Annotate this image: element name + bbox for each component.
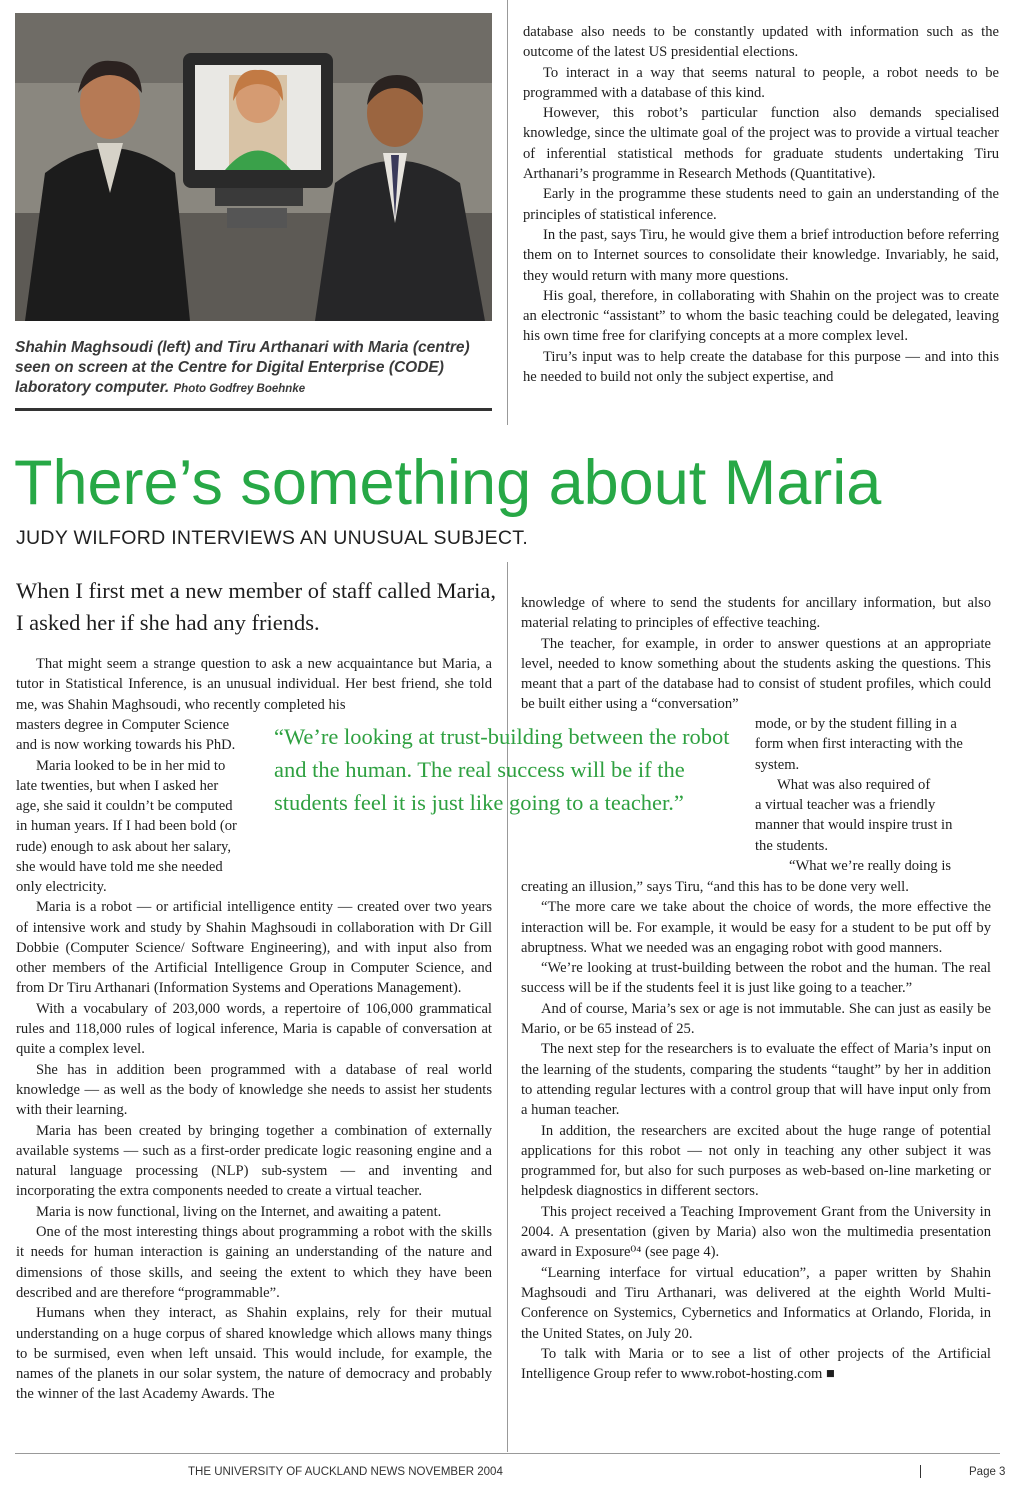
wrap-line: “What we’re really doing is bbox=[789, 858, 952, 875]
wrap-line: rude) enough to ask about her salary, bbox=[16, 838, 232, 855]
paragraph: Early in the programme these students need to gain an understanding of the principles of statistical inference. bbox=[523, 186, 999, 223]
caption-rule bbox=[15, 408, 492, 411]
wrap-line: age, she said it couldn’t be computed bbox=[16, 798, 233, 815]
photo-credit: Photo Godfrey Boehnke bbox=[173, 383, 306, 395]
wrap-line: masters degree in Computer Science bbox=[16, 717, 230, 733]
wrap-line: late twenties, but when I asked her bbox=[16, 777, 219, 794]
paragraph: She has in addition been programmed with a database of real world knowledge — as well as the body of knowledge she needs to assist her students with their learning. bbox=[16, 1061, 492, 1119]
photo-caption bbox=[15, 338, 495, 399]
wrap-line: mode, or by the student filling in a bbox=[755, 716, 957, 732]
paragraph: This project received a Teaching Improvement Grant from the University in 2004. A presentation (given by Maria) also won the multimedia presentation award in Exposure⁰⁴ (see page 4). bbox=[521, 1203, 991, 1261]
kicker: JUDY WILFORD INTERVIEWS AN UNUSUAL SUBJECT. bbox=[16, 527, 529, 549]
paragraph: only electricity. bbox=[16, 879, 107, 895]
paragraph: To interact in a way that seems natural to people, a robot needs to be programmed with a database of this kind. bbox=[523, 64, 999, 101]
footer-page-number: Page 3 bbox=[969, 1466, 1006, 1478]
headline: There’s something about Maria bbox=[14, 448, 882, 518]
right-intro bbox=[521, 593, 991, 715]
paragraph: And of course, Maria’s sex or age is not immutable. She can just as easily be Mario, or be 65 instead of 25. bbox=[521, 1000, 991, 1038]
caption-text: Shahin Maghsoudi (left) and Tiru Arthanari with Maria (centre) seen on screen at the Centre for Digital Enterprise (CODE) laboratory computer. bbox=[15, 339, 470, 396]
paragraph: With a vocabulary of 203,000 words, a repertoire of 106,000 grammatical rules and 118,000 rules of logical inference, Maria is capable of conversation at quite a complex level. bbox=[16, 1000, 492, 1058]
wrap-line: she would have told me she needed bbox=[16, 859, 223, 876]
paragraph: The next step for the researchers is to evaluate the effect of Maria’s input on the learning of the students, comparing the students “taught” by her in addition to attending regular lectures with a control group that will have input only from a human teacher. bbox=[521, 1041, 991, 1119]
right-column-body bbox=[521, 877, 991, 1384]
left-intro-text: That might seem a strange question to ask a new acquaintance but Maria, a tutor in Statistical Inference, is an unusual individual. Her best friend, she told me, was Shahin Maghsoudi, who recently completed his bbox=[16, 656, 492, 713]
left-wrap-text bbox=[16, 715, 271, 877]
left-column-body bbox=[16, 877, 492, 1405]
paragraph: Maria is a robot — or artificial intelligence entity — created over two years of intensive work and study by Shahin Maghsoudi in collaboration with Dr Gill Dobbie (Computer Science/ Software Engineering), and with input also from other members of the Artificial Intelligence Group in Computer Science, and from Dr Tiru Arthanari (Information Systems and Operations Management). bbox=[16, 899, 492, 997]
paragraph: In the past, says Tiru, he would give them a brief introduction before referring them on to Internet sources to consolidate their knowledge. Invariably, he said, they would return with many more questions. bbox=[523, 226, 999, 284]
paragraph: In addition, the researchers are excited about the huge range of potential applications for this robot — not only in teaching any other subject it was programmed for, but also for such purposes as web-based on-line marketing or helpdesk diagnostics in different sectors. bbox=[521, 1122, 991, 1200]
right-intro-text: knowledge of where to send the students for ancillary information, but also material relating to principles of effective teaching. bbox=[521, 595, 991, 632]
paragraph: Maria has been created by bringing together a combination of externally available systems — such as a first-order predicate logic reasoning engine and a natural language processing (NLP) sub-system — and inventing and incorporating the extra components needed to create a virtual teacher. bbox=[16, 1122, 492, 1200]
lead-sentence: When I first met a new member of staff called Maria, I asked her if she had any friends. bbox=[16, 578, 497, 635]
paragraph: His goal, therefore, in collaborating with Shahin on the project was to create an electronic “assistant” to whom the basic teaching could be delegated, leaving his own time free for clarifying concepts at a more complex level. bbox=[523, 287, 999, 345]
article-photo bbox=[15, 13, 492, 321]
wrap-line: What was also required of bbox=[777, 776, 931, 793]
wrap-line: Maria looked to be in her mid to bbox=[36, 757, 226, 774]
pull-quote: “We’re looking at trust-building between the robot and the human. The real success will be if the students feel it is just like going to a teacher.” bbox=[274, 724, 730, 815]
paragraph: Humans when they interact, as Shahin explains, rely for their mutual understanding on a huge corpus of shared knowledge which allows many things to be surmised, even when left unsaid. This would include, for example, the names of the planets in our solar system, the nature of democracy and probably the winner of the last Academy Awards. The bbox=[16, 1305, 492, 1403]
column-divider-top bbox=[507, 0, 508, 425]
right-intro-text-2: The teacher, for example, in order to answer questions at an appropriate level, needed to know something about the students asking the questions. This meant that a part of the database had to consist of student profiles, which could be built either using a “conversation” bbox=[521, 635, 991, 713]
footer-separator bbox=[920, 1465, 921, 1478]
wrap-line: in human years. If I had been bold (or bbox=[16, 818, 237, 835]
wrap-line: and is now working towards his PhD. bbox=[16, 737, 236, 754]
paragraph: “We’re looking at trust-building between the robot and the human. The real success will be if the students feel it is just like going to a teacher.” bbox=[521, 960, 991, 997]
paragraph: creating an illusion,” says Tiru, “and this has to be done very well. bbox=[521, 879, 909, 895]
wrap-line: system. bbox=[755, 756, 800, 773]
wrap-line: manner that would inspire trust in bbox=[755, 817, 953, 834]
paragraph: One of the most interesting things about programming a robot with the skills it needs for human interaction is gaining an understanding of the nature and dimensions of those skills, and seeing the extent to which they have been described and are therefore “programmable”. bbox=[16, 1224, 492, 1301]
bottom-rule bbox=[15, 1453, 1000, 1454]
column-divider-bottom bbox=[507, 562, 508, 1452]
right-wrap-text bbox=[755, 714, 995, 876]
footer-publication: THE UNIVERSITY OF AUCKLAND NEWS NOVEMBER 2004 bbox=[188, 1466, 503, 1478]
paragraph: database also needs to be constantly updated with information such as the outcome of the latest US presidential elections. bbox=[523, 24, 999, 61]
paragraph: Maria is now functional, living on the Internet, and awaiting a patent. bbox=[36, 1203, 442, 1220]
wrap-line: the students. bbox=[755, 837, 828, 854]
wrap-line: form when first interacting with the bbox=[755, 736, 963, 753]
paragraph: “Learning interface for virtual education”, a paper written by Shahin Maghsoudi and Tiru Arthanari, was delivered at the eighth World Multi-Conference on Systemics, Cybernetics and Informatics at Orlando, Florida, in the United States, on July 20. bbox=[521, 1264, 991, 1342]
paragraph: However, this robot’s particular function also demands specialised knowledge, since the ultimate goal of the project was to provide a virtual teacher of inferential statistical methods for graduate students undertaking Tiru Arthanari’s programme in Research Methods (Quantitative). bbox=[523, 105, 999, 183]
top-right-column bbox=[523, 22, 999, 387]
paragraph: Tiru’s input was to help create the database for this purpose — and into this he needed to build not only the subject expertise, and bbox=[523, 348, 999, 386]
paragraph: To talk with Maria or to see a list of other projects of the Artificial Intelligence Group refer to www.robot-hosting.com ■ bbox=[521, 1345, 991, 1383]
left-intro bbox=[16, 654, 492, 715]
paragraph: “The more care we take about the choice of words, the more effective the interaction will be. For example, it would be easy for a student to be put off by abruptness. What we needed was an engaging robot with good manners. bbox=[521, 899, 991, 956]
photo-illustration bbox=[15, 13, 492, 321]
wrap-line: a virtual teacher was a friendly bbox=[755, 797, 936, 814]
